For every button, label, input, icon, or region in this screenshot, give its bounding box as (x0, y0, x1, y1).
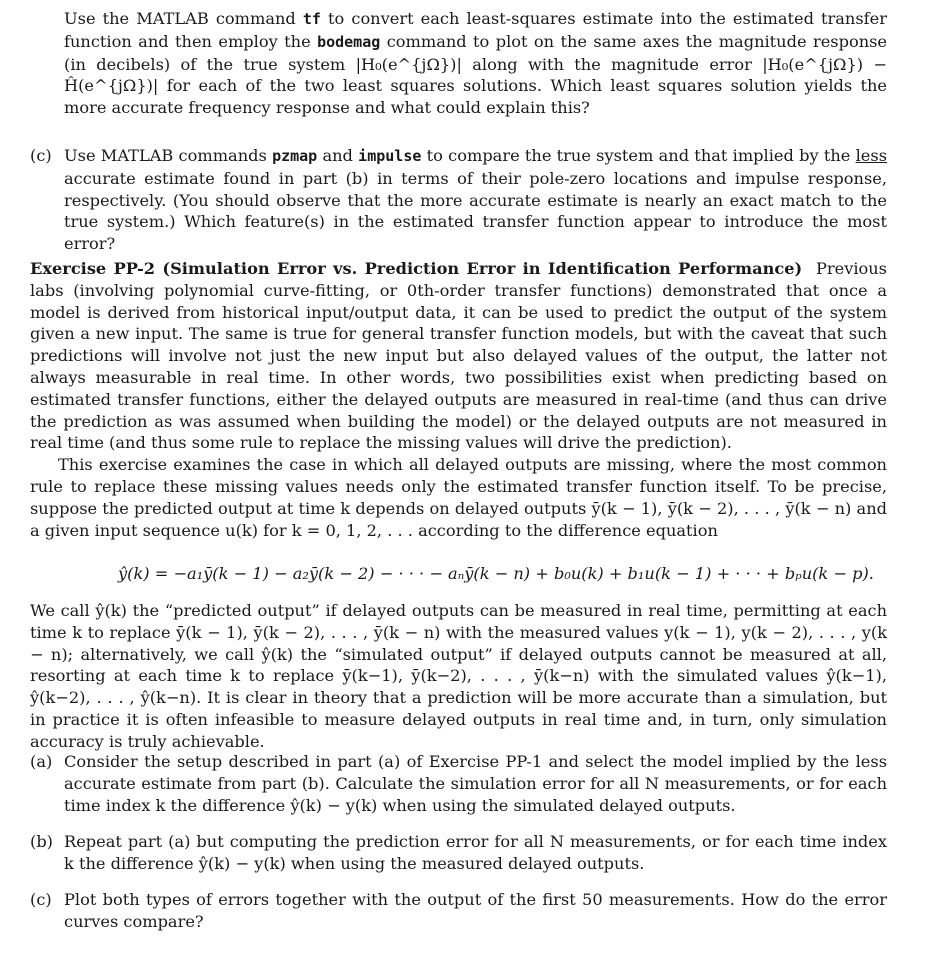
code-impulse: impulse (358, 147, 422, 165)
part-b-label: (b) (30, 832, 53, 851)
code-bodemag: bodemag (317, 32, 381, 51)
continued-paragraph (64, 8, 887, 119)
difference-equation: ŷ(k) = −a₁ȳ(k − 1) − a₂ȳ(k − 2) − · · · − aₙȳ(k − n) + b₀u(k) + b₁u(k − 1) + · · · + bₚu(k − p). (118, 564, 874, 583)
underlined-less: less (855, 146, 887, 165)
part-c-text: Use MATLAB commands pzmap and impulse to compare the true system and that implied by the less accurate estimate found in part (b) in terms of their pole-zero locations and impulse response, respectively. (You should observe that the more accurate estimate is nearly an exact match to the true system.) Which feature(s) in the estimated transfer function appear to introduce the most error? (64, 146, 887, 254)
part-c-label: (c) (30, 146, 52, 165)
part-a-label: (a) (30, 752, 53, 771)
exercise-paragraph-3-block (30, 600, 887, 753)
exercise-heading: Exercise PP-2 (Simulation Error vs. Prediction Error in Identification Performance) (30, 259, 803, 278)
exercise-paragraph-2: This exercise examines the case in which all delayed outputs are missing, where the most common rule to replace these missing values needs only the estimated transfer function itself. To be precise, suppose the predicted output at time k depends on delayed outputs ȳ(k − 1), ȳ(k − 2), . . . , ȳ(k − n) and a given input sequence u(k) for k = 0, 1, 2, . . . according to the difference equation (30, 455, 887, 540)
code-pzmap: pzmap (272, 147, 318, 165)
exercise-intro: Exercise PP-2 (Simulation Error vs. Prediction Error in Identification Performance) Previous labs (involving polynomial curve-fitting, or 0th-order transfer functions) demonstrated that once a model is derived from historical input/output data, it can be used to predict the output of the system given a new input. The same is true for general transfer function models, but with the caveat that such predictions will involve not just the new input but also delayed values of the output, the latter not always measurable in real time. In other words, two possibilities exist when predicting based on estimated transfer functions, either the delayed outputs are measured in real-time (and thus can drive the prediction as was assumed when building the model) or the delayed outputs are not measured in real time (and thus some rule to replace the missing values will drive the prediction). (30, 259, 887, 453)
part-a-text: Consider the setup described in part (a) of Exercise PP-1 and select the model implied by the less accurate estimate from part (b). Calculate the simulation error for all N measurements, or for each time index k the difference ŷ(k) − y(k) when using the simulated delayed outputs. (64, 752, 887, 815)
part-b-item (30, 831, 887, 875)
part-c2-item (30, 889, 887, 933)
exercise-pp2 (30, 258, 887, 541)
code-tf: tf (302, 10, 321, 28)
part-c2-text: Plot both types of errors together with the output of the first 50 measurements. How do the error curves compare? (64, 890, 887, 931)
part-c2-label: (c) (30, 890, 52, 909)
exercise-paragraph-3: We call ŷ(k) the “predicted output” if delayed outputs can be measured in real time, permitting at each time k to replace ȳ(k − 1), ȳ(k − 2), . . . , ȳ(k − n) with the measured values y(k − 1), y(k − 2), . . . , y(k − n); alternatively, we call ŷ(k) the “simulated output” if delayed outputs cannot be measured at all, resorting at each time k to replace ȳ(k−1), ȳ(k−2), . . . , ȳ(k−n) with the simulated values ŷ(k−1), ŷ(k−2), . . . , ŷ(k−n). It is clear in theory that a prediction will be more accurate than a simulation, but in practice it is often infeasible to measure delayed outputs in real time and, in turn, only simulation accuracy is truly achievable. (30, 601, 887, 751)
part-a-item (30, 751, 887, 816)
part-c-item (30, 145, 887, 255)
part-b-text: Repeat part (a) but computing the prediction error for all N measurements, or for each time index k the difference ŷ(k) − y(k) when using the measured delayed outputs. (64, 832, 887, 873)
continued-text: Use the MATLAB command tf to convert each least-squares estimate into the estimated transfer function and then employ the bodemag command to plot on the same axes the magnitude response (in decibels) of the true system |H₀(e^{jΩ})| along with the magnitude error |H₀(e^{jΩ}) − Ĥ(e^{jΩ})| for each of the two least squares solutions. Which least squares solution yields the more accurate frequency response and what could explain this? (64, 9, 888, 118)
